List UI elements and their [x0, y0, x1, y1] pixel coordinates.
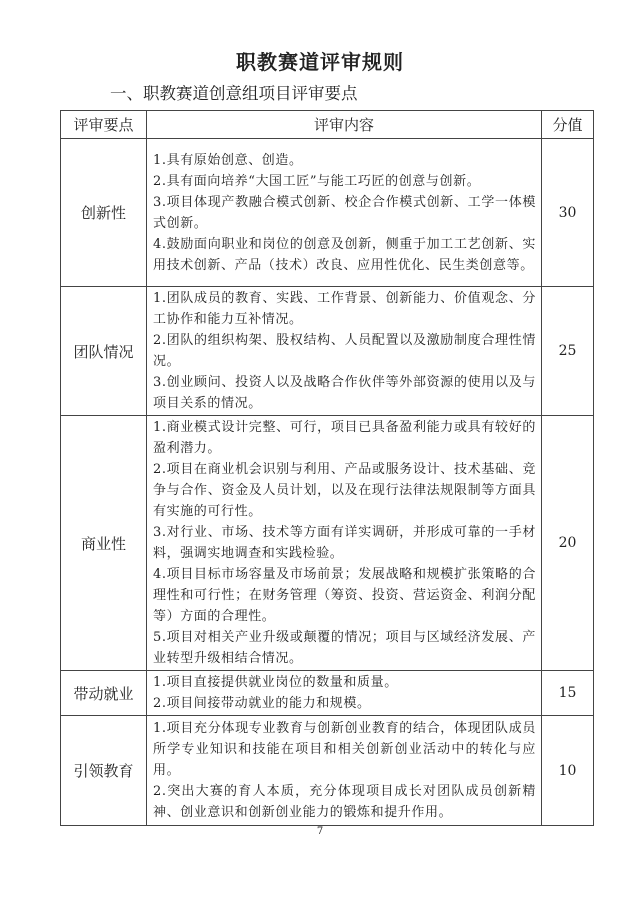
row-score: 20: [542, 416, 594, 671]
row-score: 30: [542, 139, 594, 287]
row-content: [147, 716, 542, 826]
row-content: [147, 416, 542, 671]
content-item: 2.突出大赛的育人本质，充分体现项目成长对团队成员创新精神、创业意识和创新创业能力的锻炼和提升作用。: [153, 784, 536, 820]
content-item: 5.项目对相关产业升级或颠覆的情况；项目与区域经济发展、产业转型升级相结合情况。: [153, 630, 536, 666]
row-score: 25: [542, 287, 594, 416]
content-item: 4.项目目标市场容量及市场前景；发展战略和规模扩张策略的合理性和可行性；在财务管理（筹资、投资、营运资金、利润分配等）方面的合理性。: [153, 567, 536, 624]
table-row: [61, 716, 594, 826]
table-header-row: [61, 111, 594, 139]
row-score: 10: [542, 716, 594, 826]
page-number: 7: [316, 826, 324, 837]
header-content: 评审内容: [147, 111, 542, 139]
section-heading: 一、职教赛道创意组项目评审要点: [110, 84, 358, 103]
scoring-table: [60, 110, 594, 826]
row-score: 15: [542, 671, 594, 716]
content-item: 2.具有面向培养“大国工匠”与能工巧匠的创意与创新。: [153, 173, 481, 189]
content-item: 2.项目在商业机会识别与利用、产品或服务设计、技术基础、竞争与合作、资金及人员计划，以及在现行法律法规限制等方面具有实施的可行性。: [153, 462, 536, 519]
content-item: 4.鼓励面向职业和岗位的创意及创新，侧重于加工工艺创新、实用技术创新、产品（技术）改良、应用性优化、民生类创意等。: [153, 236, 536, 273]
page-title: 职教赛道评审规则: [236, 50, 404, 74]
table-row: [61, 416, 594, 671]
content-item: 3.对行业、市场、技术等方面有详实调研，并形成可靠的一手材料，强调实地调查和实践检验。: [153, 525, 536, 561]
table-row: [61, 287, 594, 416]
header-score: 分值: [542, 111, 594, 139]
row-point: 商业性: [61, 416, 147, 671]
table-row: [61, 139, 594, 287]
row-content: [147, 139, 542, 287]
table-row: [61, 671, 594, 716]
content-item: 3.创业顾问、投资人以及战略合作伙伴等外部资源的使用以及与项目关系的情况。: [153, 375, 536, 411]
content-item: 1.项目充分体现专业教育与创新创业教育的结合，体现团队成员所学专业知识和技能在项目和相关创新创业活动中的转化与应用。: [153, 721, 536, 778]
row-point: 带动就业: [61, 671, 147, 716]
header-point: 评审要点: [61, 111, 147, 139]
content-item: 3.项目体现产教融合模式创新、校企合作模式创新、工学一体模式创新。: [153, 194, 536, 231]
row-content: [147, 287, 542, 416]
row-point: 团队情况: [61, 287, 147, 416]
content-item: 1.具有原始创意、创造。: [153, 152, 303, 168]
content-item: 1.团队成员的教育、实践、工作背景、创新能力、价值观念、分工协作和能力互补情况。: [153, 291, 536, 327]
row-point: 创新性: [61, 139, 147, 287]
row-point: 引领教育: [61, 716, 147, 826]
content-item: 1.商业模式设计完整、可行，项目已具备盈利能力或具有较好的盈利潜力。: [153, 420, 536, 456]
row-content: [147, 671, 542, 716]
content-item: 2.团队的组织构架、股权结构、人员配置以及激励制度合理性情况。: [153, 333, 536, 369]
content-item: 1.项目直接提供就业岗位的数量和质量。: [153, 675, 398, 690]
content-item: 2.项目间接带动就业的能力和规模。: [153, 696, 371, 711]
